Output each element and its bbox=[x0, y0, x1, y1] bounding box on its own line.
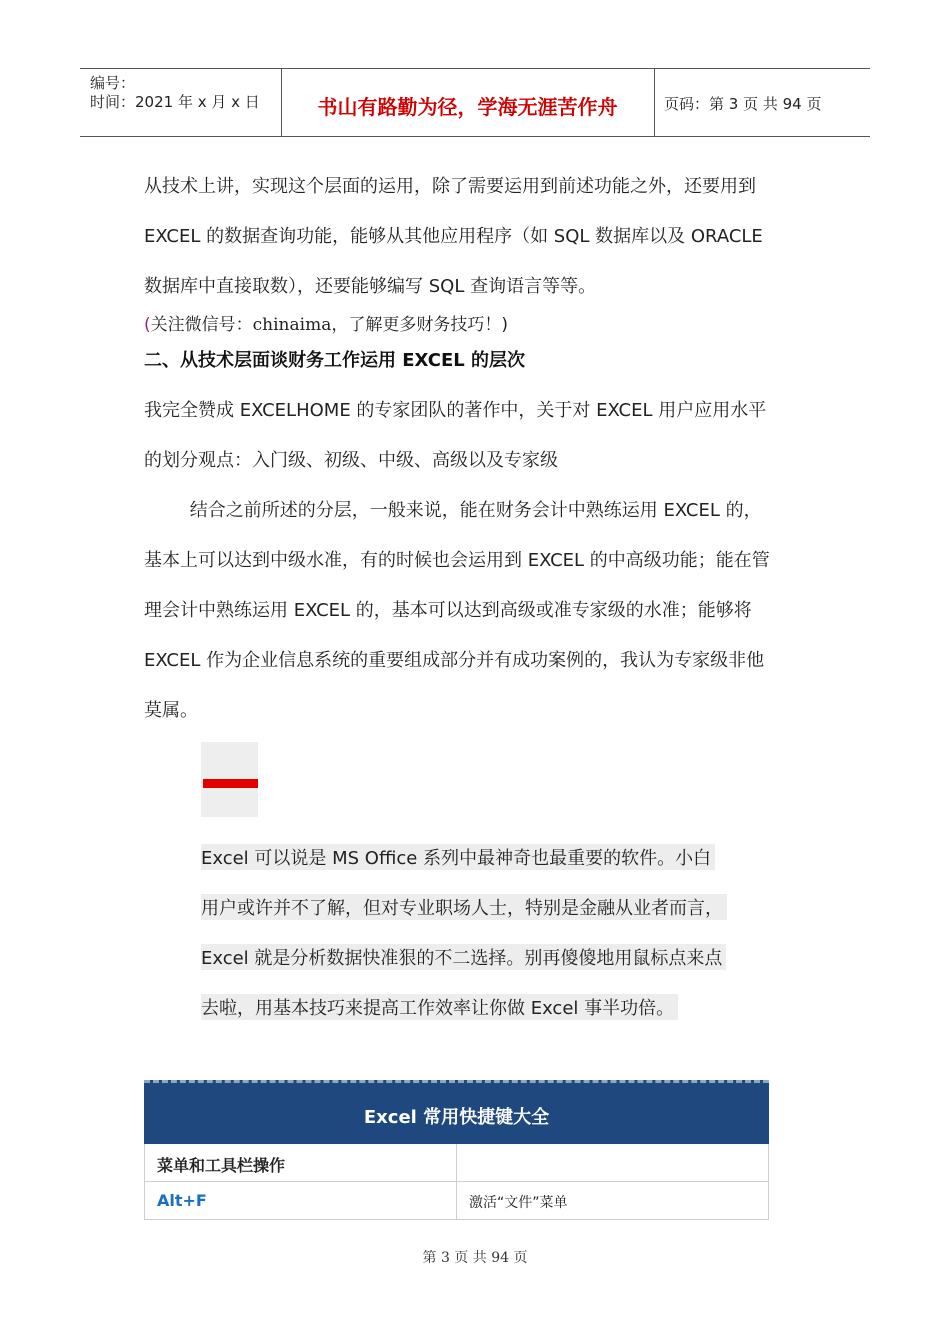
shortcut-key-cell bbox=[145, 1182, 457, 1219]
header-motto-cell bbox=[281, 69, 655, 136]
shortcut-table bbox=[144, 1080, 769, 1220]
paragraph-line: EXCEL 作为企业信息系统的重要组成部分并有成功案例的，我认为专家级非他 bbox=[144, 650, 765, 671]
paragraph-line: 莫属。 bbox=[144, 700, 198, 721]
table-header bbox=[144, 1080, 769, 1144]
highlighted-line: Excel 可以说是 MS Office 系列中最神奇也最重要的软件。小白 bbox=[201, 844, 715, 870]
paragraph-line: 理会计中熟练运用 EXCEL 的，基本可以达到高级或准专家级的水准；能够将 bbox=[144, 600, 752, 621]
paragraph-line: 我完全赞成 EXCELHOME 的专家团队的著作中，关于对 EXCEL 用户应用水平 bbox=[144, 400, 767, 421]
paragraph-line: 结合之前所述的分层，一般来说，能在财务会计中熟练运用 EXCEL 的， bbox=[144, 500, 762, 521]
paragraph-line: EXCEL 的数据查询功能，能够从其他应用程序（如 SQL 数据库以及 ORACLE bbox=[144, 226, 763, 247]
page-footer: 第 3 页 共 94 页 bbox=[422, 1250, 528, 1266]
header-info-cell bbox=[80, 69, 282, 136]
table-row bbox=[144, 1182, 769, 1220]
paragraph-line: 的划分观点：入门级、初级、中级、高级以及专家级 bbox=[144, 450, 558, 471]
motto: 书山有路勤为径，学海无涯苦作舟 bbox=[317, 95, 618, 119]
paragraph-line: 基本上可以达到中级水准，有的时候也会运用到 EXCEL 的中高级功能；能在管 bbox=[144, 550, 770, 571]
page-info: 页码：第 3 页 共 94 页 bbox=[664, 95, 822, 113]
highlighted-line: 用户或许并不了解，但对专业职场人士，特别是金融从业者而言， bbox=[201, 894, 727, 920]
page-header bbox=[80, 68, 870, 137]
header-page-cell bbox=[655, 69, 870, 136]
note-open-paren: ( bbox=[144, 315, 151, 335]
section-heading: 二、从技术层面谈财务工作运用 EXCEL 的层次 bbox=[144, 350, 526, 371]
note-text: 关注微信号：chinaima，了解更多财务技巧！ bbox=[150, 315, 502, 335]
note-close-paren: ) bbox=[501, 315, 508, 335]
table-category-row bbox=[144, 1144, 769, 1182]
document-number: 编号： bbox=[90, 74, 136, 92]
paragraph-line: 从技术上讲，实现这个层面的运用，除了需要运用到前述功能之外，还要用到 bbox=[144, 176, 756, 197]
category-cell bbox=[145, 1144, 457, 1181]
document-time: 时间：2021 年 x 月 x 日 bbox=[90, 93, 260, 111]
wechat-note bbox=[144, 310, 508, 335]
table-title: Excel 常用快捷键大全 bbox=[363, 1107, 550, 1128]
decorative-image bbox=[201, 742, 258, 817]
category-label: 菜单和工具栏操作 bbox=[157, 1156, 286, 1175]
red-bar-icon bbox=[203, 779, 258, 788]
shortcut-key: Alt+F bbox=[157, 1191, 207, 1210]
highlighted-line: Excel 就是分析数据快准狠的不二选择。别再傻傻地用鼠标点来点 bbox=[201, 944, 726, 970]
highlighted-line: 去啦，用基本技巧来提高工作效率让你做 Excel 事半功倍。 bbox=[201, 994, 678, 1020]
paragraph-line: 数据库中直接取数），还要能够编写 SQL 查询语言等等。 bbox=[144, 276, 597, 297]
shortcut-desc: 激活“文件”菜单 bbox=[469, 1195, 568, 1211]
